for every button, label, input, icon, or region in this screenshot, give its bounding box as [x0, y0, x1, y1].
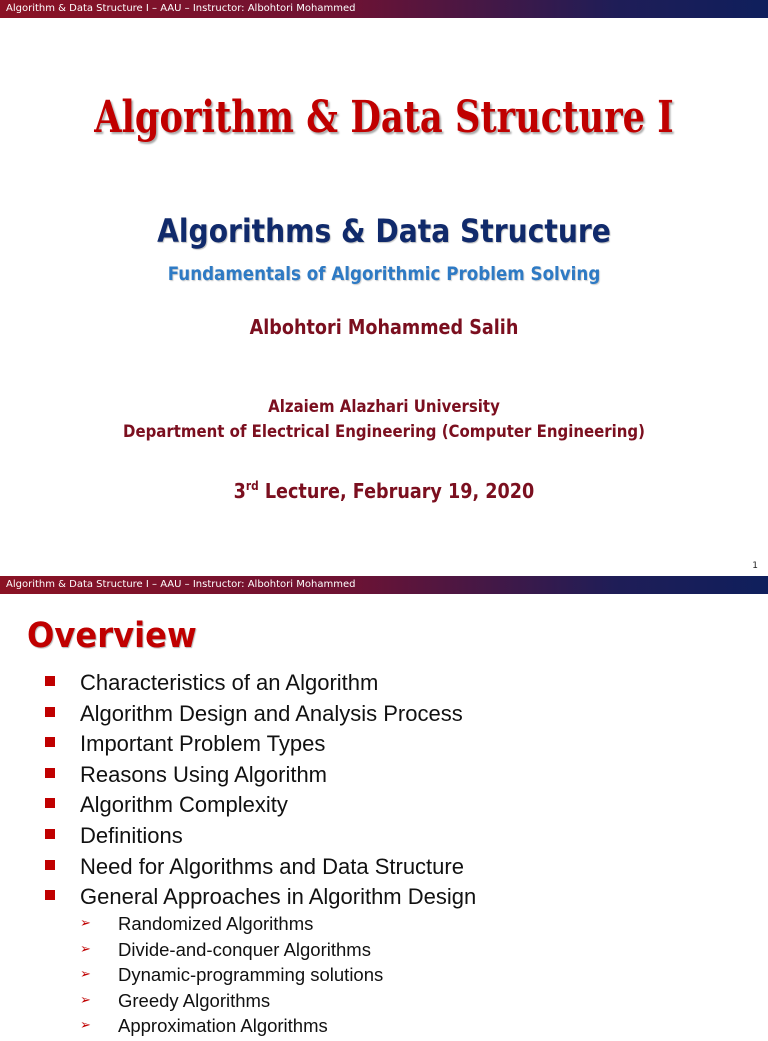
bullet-item — [0, 791, 768, 822]
slide-header-bar: Algorithm & Data Structure I – AAU – Instructor: Albohtori Mohammed — [0, 0, 768, 18]
approaches-sub-list — [0, 913, 768, 1041]
square-bullet-icon — [45, 707, 55, 717]
square-bullet-icon — [45, 768, 55, 778]
square-bullet-icon — [45, 798, 55, 808]
lecture-date — [46, 479, 722, 503]
square-bullet-icon — [45, 676, 55, 686]
lecture-ordinal-suffix: rd — [245, 479, 259, 493]
sub-bullet-item — [0, 939, 768, 965]
square-bullet-icon — [45, 829, 55, 839]
square-bullet-icon — [45, 890, 55, 900]
university-name: Alzaiem Alazhari University — [268, 397, 500, 417]
course-title: Algorithm & Data Structure I — [94, 92, 674, 143]
sub-bullet-text: Approximation Algorithms — [118, 1015, 328, 1036]
bullet-text: Characteristics of an Algorithm — [80, 670, 379, 695]
bullet-item — [0, 853, 768, 884]
lecture-date-text: Lecture, February 19, 2020 — [258, 479, 535, 503]
sub-bullet-item — [0, 1015, 768, 1041]
bullet-text: General Approaches in Algorithm Design — [80, 884, 477, 910]
bullet-text: Algorithm Complexity — [80, 792, 288, 818]
bullet-text: Reasons Using Algorithm — [80, 761, 328, 787]
bullet-item — [0, 730, 768, 761]
lecture-number: 3 — [233, 479, 246, 503]
slide-header-bar: Algorithm & Data Structure I – AAU – Instructor: Albohtori Mohammed — [0, 576, 768, 594]
bullet-item — [0, 822, 768, 853]
department-name: Department of Electrical Engineering (Computer Engineering) — [123, 422, 645, 442]
sub-bullet-text: Randomized Algorithms — [118, 913, 314, 934]
bullet-text: Important Problem Types — [80, 731, 326, 757]
page-number: 1 — [752, 561, 758, 571]
bullet-text: Definitions — [80, 822, 183, 848]
sub-bullet-text: Dynamic-programming solutions — [118, 964, 384, 985]
overview-title: Overview — [27, 616, 197, 656]
bullet-item — [0, 700, 768, 731]
arrow-bullet-icon: ➢ — [80, 941, 91, 957]
sub-bullet-item — [0, 990, 768, 1016]
lecture-tagline: Fundamentals of Algorithmic Problem Solving — [167, 263, 601, 285]
sub-bullet-text: Divide-and-conquer Algorithms — [118, 938, 371, 960]
bullet-item — [0, 761, 768, 792]
overview-slide — [0, 576, 768, 1036]
bullet-item — [0, 669, 768, 700]
square-bullet-icon — [45, 737, 55, 747]
square-bullet-icon — [45, 860, 55, 870]
arrow-bullet-icon: ➢ — [80, 1018, 91, 1033]
sub-bullet-item — [0, 964, 768, 990]
arrow-bullet-icon: ➢ — [80, 916, 91, 931]
arrow-bullet-icon: ➢ — [80, 992, 91, 1008]
sub-bullet-item — [0, 913, 768, 939]
arrow-bullet-icon: ➢ — [80, 967, 91, 982]
sub-bullet-text: Greedy Algorithms — [118, 989, 271, 1011]
lecture-subtitle: Algorithms & Data Structure — [157, 212, 611, 250]
bullet-text: Algorithm Design and Analysis Process — [80, 700, 463, 726]
bullet-item — [0, 883, 768, 914]
bullet-text: Need for Algorithms and Data Structure — [80, 853, 464, 879]
overview-bullet-list — [0, 669, 768, 914]
author-name: Albohtori Mohammed Salih — [249, 315, 519, 339]
